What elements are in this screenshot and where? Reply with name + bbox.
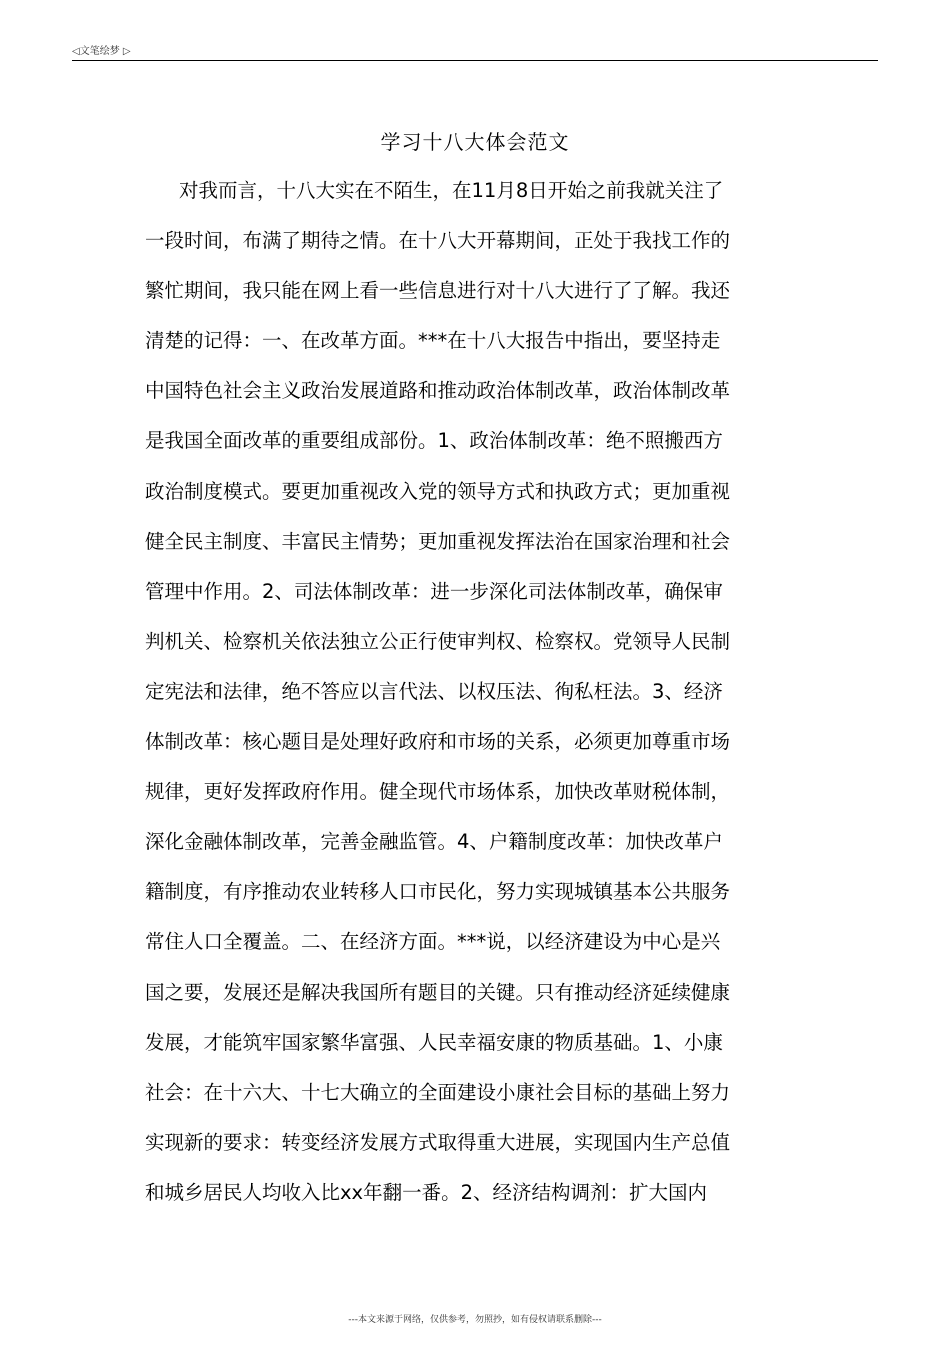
paragraph-line: 是我国全面改革的重要组成部份。1、政治体制改革：绝不照搬西方 — [145, 429, 723, 453]
paragraph-line: 国之要，发展还是解决我国所有题目的关键。只有推动经济延续健康 — [145, 980, 731, 1004]
paragraph-line: 对我而言，十八大实在不陌生，在11月8日开始之前我就关注了 — [179, 179, 724, 202]
paragraph-line: 中国特色社会主义政治发展道路和推动政治体制改革，政治体制改革 — [145, 379, 731, 403]
paragraph-line: 和城乡居民人均收入比xx年翻一番。2、经济结构调剂：扩大国内 — [145, 1180, 707, 1204]
paragraph-line: 实现新的要求：转变经济发展方式取得重大进展，实现国内生产总值 — [145, 1130, 731, 1154]
paragraph-line: 规律，更好发挥政府作用。健全现代市场体系，加快改革财税体制， — [145, 780, 731, 804]
paragraph-line: 社会：在十六大、十七大确立的全面建设小康社会目标的基础上努力 — [145, 1080, 731, 1104]
document-title: 学习十八大体会范文 — [380, 130, 570, 154]
paragraph-line: 深化金融体制改革，完善金融监管。4、户籍制度改革：加快改革户 — [145, 830, 723, 854]
paragraph-line: 体制改革：核心题目是处理好政府和市场的关系，必须更加尊重市场 — [145, 730, 731, 754]
paragraph-line: 一段时间，布满了期待之情。在十八大开幕期间，正处于我找工作的 — [145, 229, 731, 253]
paragraph-line: 健全民主制度、丰富民主情势；更加重视发挥法治在国家治理和社会 — [145, 529, 731, 553]
paragraph-line: 清楚的记得：一、在改革方面。***在十八大报告中指出，要坚持走 — [145, 329, 721, 353]
paragraph-line: 管理中作用。2、司法体制改革：进一步深化司法体制改革，确保审 — [145, 579, 723, 603]
document-body — [145, 175, 805, 1227]
paragraph-line: 繁忙期间，我只能在网上看一些信息进行对十八大进行了了解。我还 — [145, 279, 731, 303]
paragraph-line: 判机关、检察机关依法独立公正行使审判权、检察权。党领导人民制 — [145, 629, 731, 653]
paragraph-line: 政治制度模式。要更加重视改入党的领导方式和执政方式；更加重视 — [145, 479, 731, 503]
paragraph-line: 籍制度，有序推动农业转移人口市民化，努力实现城镇基本公共服务 — [145, 880, 731, 904]
page-footer: ---本文来源于网络，仅供参考，勿照抄，如有侵权请联系删除--- — [348, 1315, 602, 1325]
paragraph-line: 常住人口全覆盖。二、在经济方面。***说，以经济建设为中心是兴 — [145, 930, 721, 954]
header-divider — [72, 60, 878, 61]
page-header: ◁文笔绘梦 ▷ — [72, 46, 131, 57]
paragraph-line: 发展，才能筑牢国家繁华富强、人民幸福安康的物质基础。1、小康 — [145, 1030, 723, 1054]
paragraph-line: 定宪法和法律，绝不答应以言代法、以权压法、徇私枉法。3、经济 — [145, 679, 723, 703]
